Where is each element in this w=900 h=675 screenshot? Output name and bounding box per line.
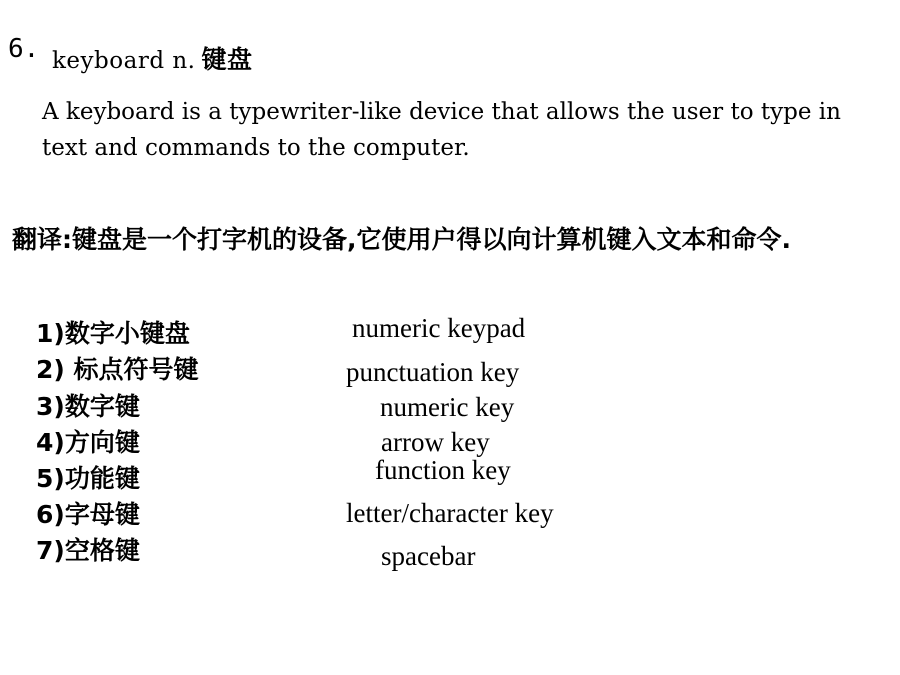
term-en-2: punctuation key (346, 357, 520, 387)
definition-text: A keyboard is a typewriter-like device that allows the user to type in text and commands to the computer. (42, 99, 841, 161)
term-zh-1: 1)数字小键盘 (36, 319, 190, 348)
entry-heading (52, 40, 253, 76)
term-en-1: numeric keypad (352, 313, 526, 343)
translation-text: 翻译:键盘是一个打字机的设备,它使用户得以向计算机键入文本和命令. (12, 225, 791, 254)
term-zh-3: 3)数字键 (36, 392, 140, 421)
entry-number: 6. (8, 34, 40, 64)
term-zh-2: 2) 标点符号键 (36, 355, 199, 384)
term-zh-7: 7)空格键 (36, 536, 140, 565)
entry-chinese: 键盘 (201, 45, 253, 74)
term-en-5: function key (375, 455, 511, 485)
entry-word: keyboard n. (52, 48, 196, 74)
term-en-7: spacebar (381, 541, 476, 571)
term-en-6: letter/character key (346, 498, 554, 528)
term-en-4: arrow key (381, 427, 490, 457)
term-zh-4: 4)方向键 (36, 428, 140, 457)
term-zh-6: 6)字母键 (36, 500, 140, 529)
term-zh-5: 5)功能键 (36, 464, 140, 493)
term-en-3: numeric key (380, 392, 515, 422)
